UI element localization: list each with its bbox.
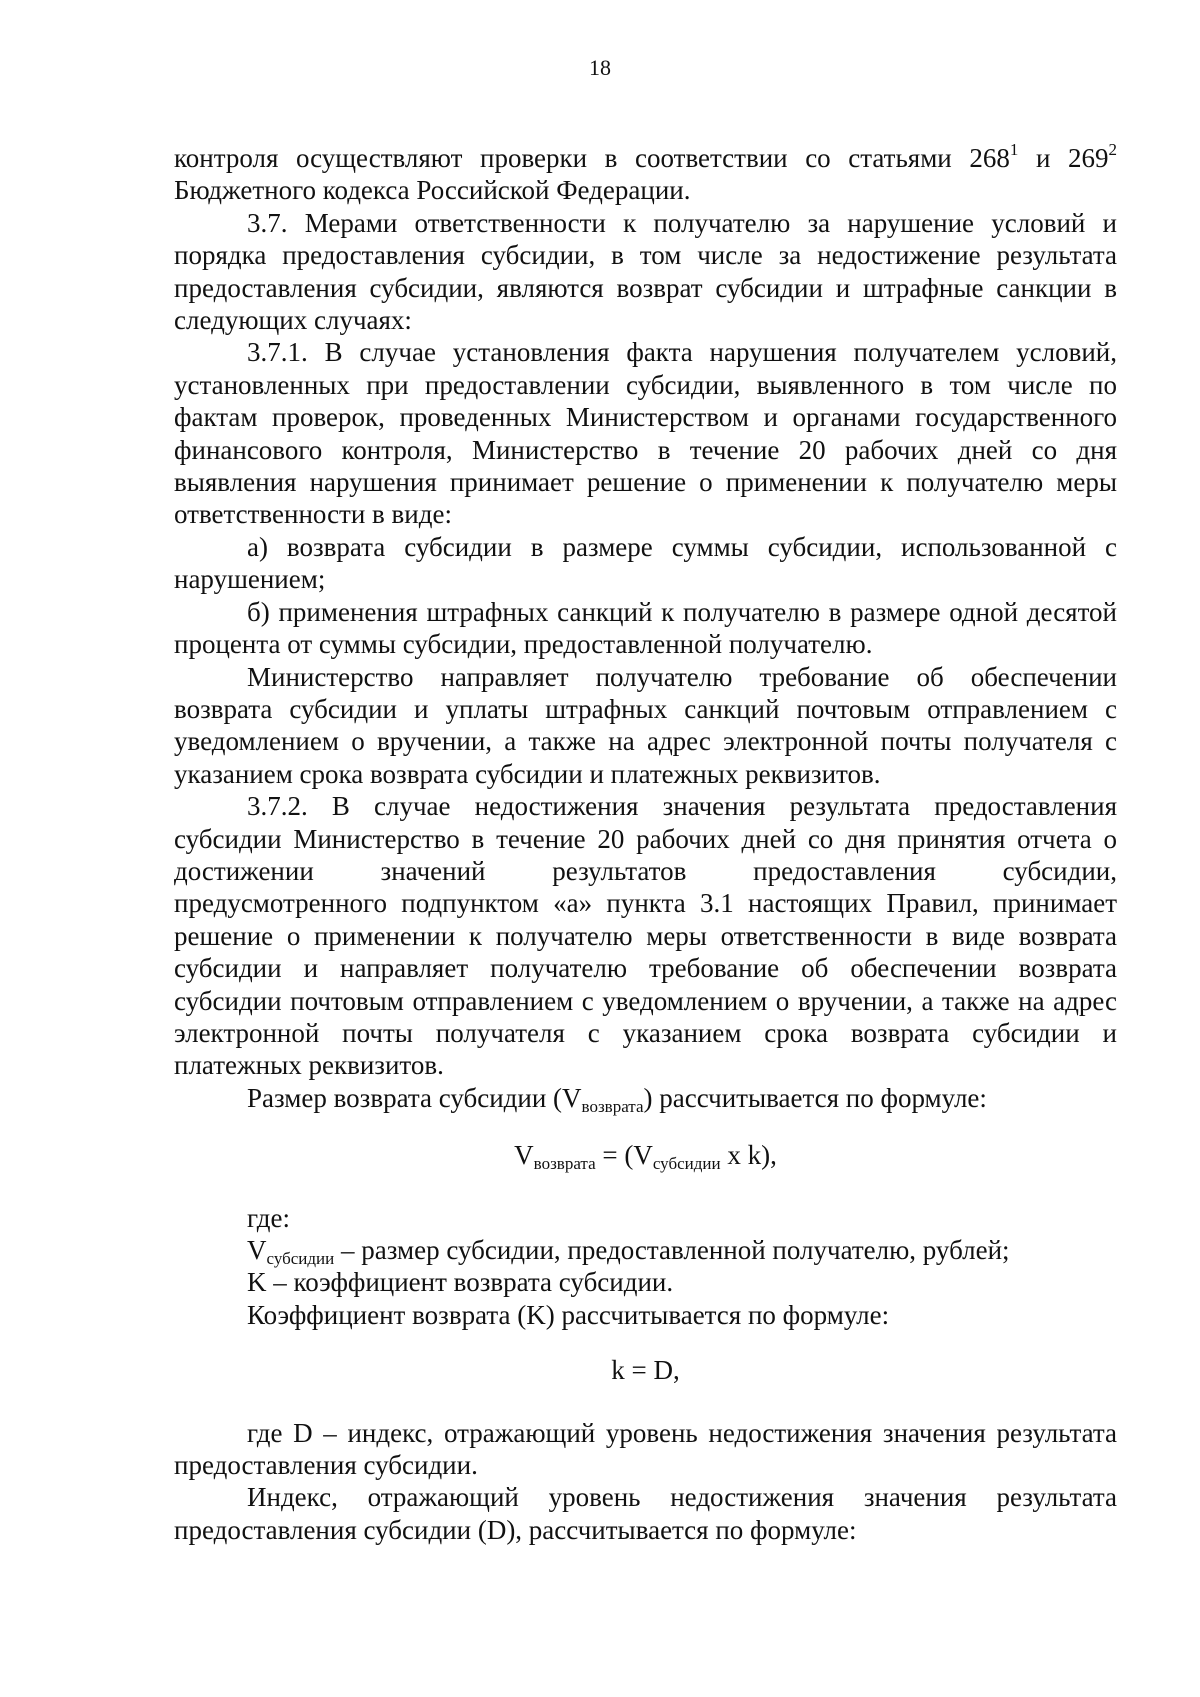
text-span: контроля осуществляют проверки в соответствии со статьями 268 (174, 143, 1010, 173)
page-number: 18 (589, 55, 611, 80)
paragraph-ministry-notice: Министерство направляет получателю требование об обеспечении возврата субсидии и уплаты штрафных санкций почтовым отправлением с уведомлением о вручении, а также на адрес электронной почты получателя с указанием срока возврата субсидии и платежных реквизитов. (174, 661, 1117, 789)
paragraph-item-a: а) возврата субсидии в размере суммы субсидии, использованной с нарушением; (174, 531, 1117, 595)
text-span: и 269 (1018, 143, 1109, 173)
paragraph-coefficient: Коэффициент возврата (K) рассчитывается по формуле: (247, 1299, 890, 1330)
paragraph-return-size (174, 1082, 1117, 1114)
definition-v-subsidy (174, 1234, 1117, 1266)
text-span: = (V (595, 1140, 653, 1171)
text-span: x k), (720, 1140, 777, 1171)
text-span: V (514, 1140, 534, 1171)
subscript: субсидии (652, 1154, 721, 1174)
paragraph-item-b: б) применения штрафных санкций к получателю в размере одной десятой процента от суммы субсидии, предоставленной получателю. (174, 596, 1117, 660)
subscript: субсидии (266, 1249, 335, 1268)
formula-return (174, 1139, 1117, 1174)
document-body (174, 142, 1117, 1546)
text-span: Размер возврата субсидии (V (247, 1082, 582, 1113)
paragraph-continuation (174, 142, 1117, 207)
superscript: 2 (1108, 140, 1118, 159)
subscript: возврата (581, 1096, 644, 1116)
text-span: ) рассчитывается по формуле: (643, 1082, 987, 1113)
formula-k: k = D, (611, 1355, 680, 1386)
paragraph-index-formula: Индекс, отражающий уровень недостижения значения результата предоставления субсидии (D), рассчитывается по формуле: (174, 1482, 1117, 1545)
subscript: возврата (533, 1154, 596, 1174)
paragraph-index-d: где D – индекс, отражающий уровень недостижения значения результата предоставления субсидии. (174, 1417, 1117, 1481)
definition-k: K – коэффициент возврата субсидии. (247, 1267, 674, 1298)
paragraph-3-7-2-part1: 3.7.2. В случае недостижения значения результата предоставления субсидии Министерство в течение 20 рабочих дней со дня принятия отчета о достижении значений результатов предоставления субсидии, (174, 791, 1117, 886)
paragraph-3-7: 3.7. Мерами ответственности к получателю за нарушение условий и порядка предоставления субсидии, в том числе за недостижение результата предоставления субсидии, являются возврат субсидии и штрафные санкции в следующих случаях: (174, 207, 1117, 336)
text-span: V (247, 1235, 267, 1265)
paragraph-3-7-1: 3.7.1. В случае установления факта нарушения получателем условий, установленных при предоставлении субсидии, выявленного в том числе по фактам проверок, проведенных Министерством и органами государственного финансового контроля, Министерство в течение 20 рабочих дней со дня выявления нарушения принимает решение о применении к получателю меры ответственности в виде: (174, 337, 1117, 530)
text-span: Бюджетного кодекса Российской Федерации. (174, 175, 691, 206)
paragraph-where: где: (247, 1202, 290, 1233)
paragraph-3-7-2-part2: предусмотренного подпунктом «а» пункта 3.1 настоящих Правил, принимает решение о применении к получателю меры ответственности в виде возврата субсидии и направляет получателю требование об обеспечении возврата субсидии почтовым отправлением с уведомлением о вручении, а также на адрес электронной почты получателя с указанием срока возврата субсидии и платежных реквизитов. (174, 888, 1117, 1081)
text-span: – размер субсидии, предоставленной получателю, рублей; (334, 1235, 1010, 1265)
superscript: 1 (1009, 140, 1019, 159)
